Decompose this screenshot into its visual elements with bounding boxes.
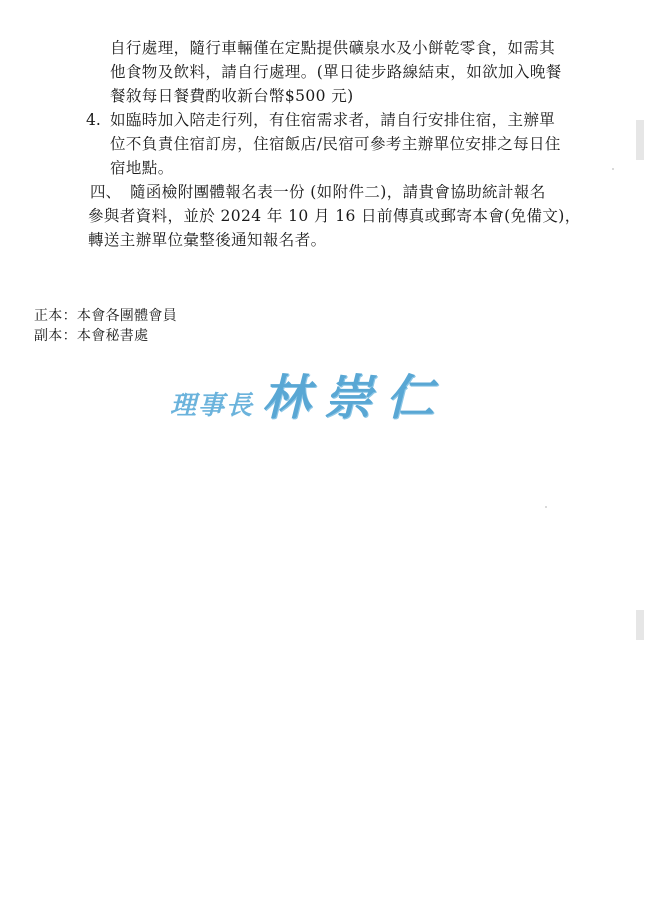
distribution-original: 正本：本會各團體會員 (34, 308, 177, 324)
paragraph-line: 轉送主辦單位彙整後通知報名者。 (88, 231, 327, 249)
paragraph-line: 如臨時加入陪走行列，有住宿需求者，請自行安排住宿，主辦單 (110, 111, 556, 129)
seal-title: 理事長 (170, 391, 255, 421)
chairman-seal (170, 368, 448, 428)
distribution-copy: 副本：本會秘書處 (34, 328, 149, 344)
scan-edge-mark (636, 120, 644, 160)
item-number: 4. (86, 111, 101, 129)
paragraph-line: 自行處理，隨行車輛僅在定點提供礦泉水及小餅乾零食，如需其 (110, 39, 556, 57)
section-first-line: 隨函檢附團體報名表一份 (如附件二)，請貴會協助統計報名 (130, 183, 546, 201)
scan-speck (612, 168, 614, 170)
paragraph-line: 餐敘每日餐費酌收新台幣$500 元) (110, 87, 354, 105)
paragraph-line: 位不負責住宿訂房，住宿飯店/民宿可參考主辦單位安排之每日住 (110, 135, 561, 153)
section-4-text (88, 204, 618, 252)
continued-paragraph (110, 36, 615, 108)
paragraph-line: 宿地點。 (110, 159, 174, 177)
seal-name: 林崇仁 (262, 370, 449, 426)
item-4-text (110, 108, 615, 180)
scan-edge-mark (636, 610, 644, 640)
paragraph-line: 他食物及飲料，請自行處理。(單日徒步路線結束，如欲加入晚餐 (110, 63, 562, 81)
scan-speck (545, 506, 547, 508)
section-number: 四、 (90, 183, 122, 201)
paragraph-line: 參與者資料，並於 2024 年 10 月 16 日前傳真或郵寄本會(免備文)， (88, 207, 581, 225)
